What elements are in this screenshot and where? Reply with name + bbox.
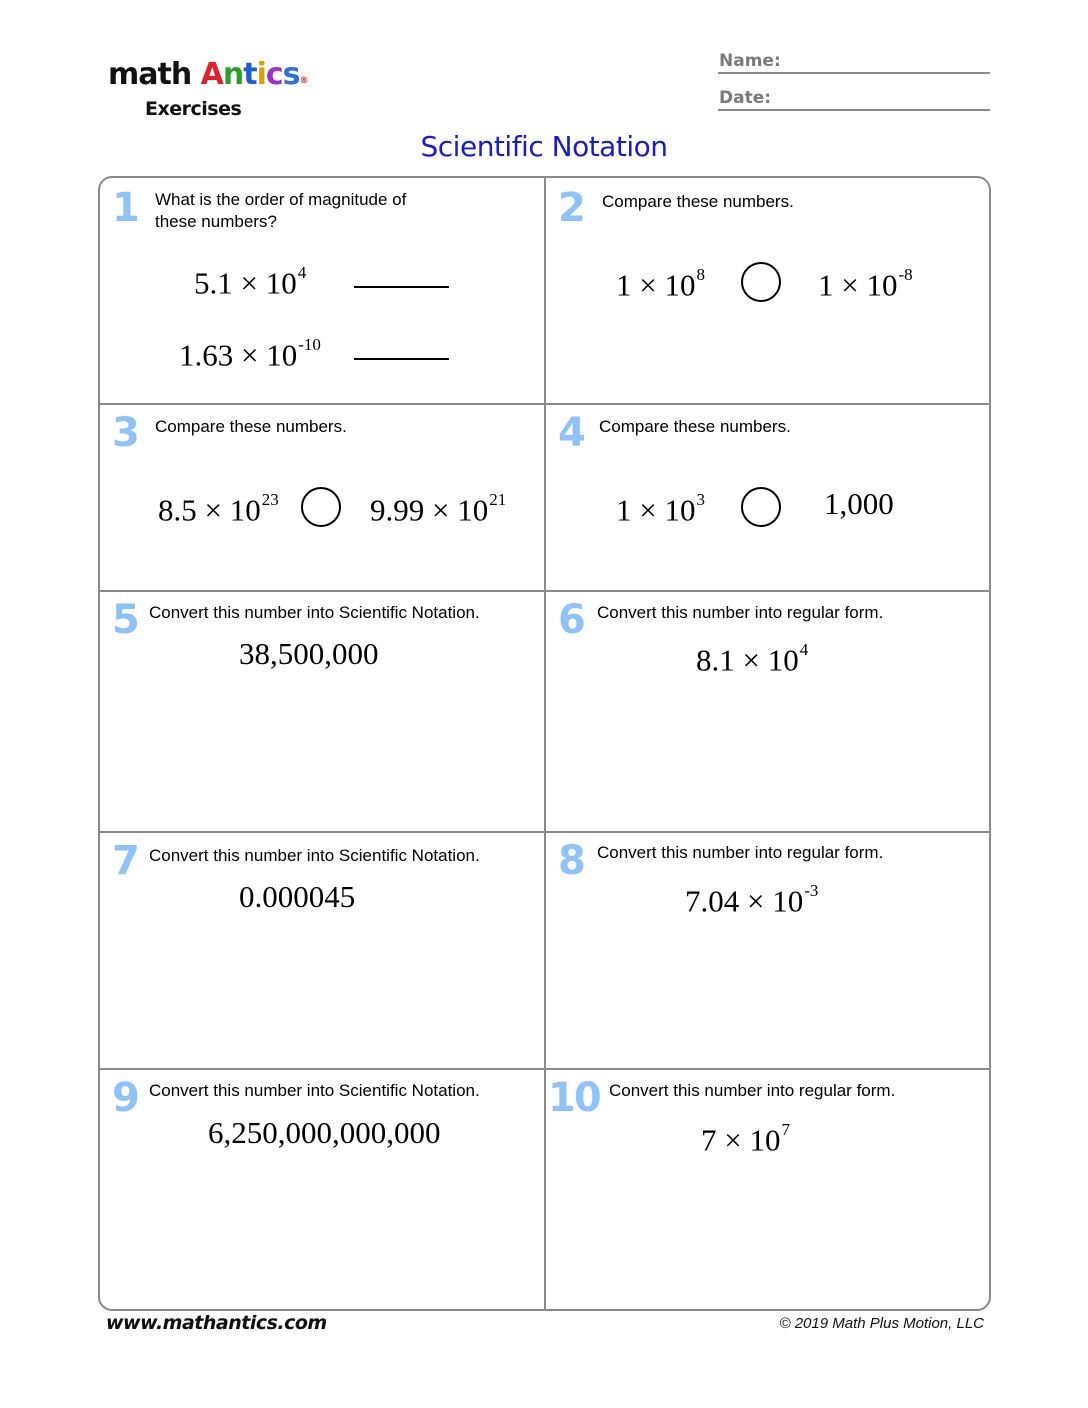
question-number: 3 [112, 410, 138, 456]
date-label: Date: [719, 88, 772, 108]
mantissa: 1.63 × 10 [179, 337, 298, 373]
footer-copyright: © 2019 Math Plus Motion, LLC [779, 1315, 984, 1332]
exponent: 23 [261, 490, 279, 509]
date-field[interactable] [718, 85, 990, 111]
exponent: 21 [489, 490, 507, 509]
comparison-circle[interactable] [741, 262, 781, 302]
mantissa: 8.5 × 10 [158, 492, 261, 528]
mantissa: 1 × 10 [818, 267, 898, 303]
math-value: 6,250,000,000,000 [208, 1115, 441, 1150]
exponent: 8 [696, 265, 705, 284]
exponent: 3 [696, 490, 705, 509]
question-6 [544, 590, 991, 832]
logo-word-math: math [108, 57, 192, 92]
math-expression-left [616, 261, 705, 303]
question-1 [100, 178, 545, 404]
question-3 [100, 403, 545, 591]
logo-letter: t [243, 57, 257, 92]
mantissa: 1 × 10 [616, 267, 696, 303]
comparison-circle[interactable] [301, 487, 341, 527]
logo-letter: s [282, 57, 300, 92]
question-10 [544, 1068, 991, 1311]
page-title: Scientific Notation [420, 130, 668, 163]
math-value: 0.000045 [239, 879, 356, 914]
question-prompt: Compare these numbers. [155, 417, 347, 436]
footer-website-link[interactable]: www.mathantics.com [106, 1312, 327, 1334]
mantissa: 5.1 × 10 [194, 265, 297, 301]
mantissa: 7.04 × 10 [685, 883, 804, 919]
math-expression [179, 331, 321, 373]
question-prompt: Convert this number into regular form. [597, 603, 884, 622]
logo-letter: n [222, 57, 244, 92]
question-number: 5 [112, 597, 138, 643]
exponent: -10 [298, 335, 321, 354]
question-number: 7 [112, 838, 138, 884]
question-2 [544, 178, 991, 404]
question-8 [544, 831, 991, 1069]
prompt-line: these numbers? [155, 212, 277, 231]
question-number: 6 [558, 597, 584, 643]
math-expression [696, 636, 808, 678]
logo-letter: i [256, 57, 266, 92]
math-expression [685, 877, 818, 919]
question-4 [544, 403, 991, 591]
math-value-right: 1,000 [824, 486, 894, 521]
question-number: 10 [548, 1075, 600, 1121]
question-prompt: Convert this number into regular form. [597, 843, 884, 862]
exponent: -8 [898, 265, 913, 284]
question-number: 1 [112, 185, 138, 231]
question-prompt: Compare these numbers. [602, 192, 794, 211]
logo-subtitle: Exercises [145, 98, 242, 120]
math-expression-left [158, 486, 279, 528]
question-7 [100, 831, 545, 1069]
question-5 [100, 590, 545, 832]
question-number: 2 [558, 185, 584, 231]
math-value: 38,500,000 [239, 636, 379, 671]
exponent: -3 [804, 881, 819, 900]
question-prompt [155, 189, 406, 233]
mantissa: 1 × 10 [616, 492, 696, 528]
prompt-line: What is the order of magnitude of [155, 190, 407, 209]
logo-letter: c [265, 57, 283, 92]
exponent: 4 [799, 640, 809, 659]
logo-letter: A [200, 57, 223, 92]
math-expression [701, 1116, 790, 1158]
question-prompt: Convert this number into regular form. [609, 1081, 896, 1100]
exponent: 4 [297, 263, 307, 282]
mantissa: 8.1 × 10 [696, 642, 799, 678]
question-prompt: Convert this number into Scientific Notation. [149, 846, 480, 865]
question-prompt: Compare these numbers. [599, 417, 791, 436]
name-field[interactable] [718, 48, 990, 74]
mantissa: 7 × 10 [701, 1122, 781, 1158]
registered-mark: ® [299, 76, 308, 86]
math-antics-logo [108, 58, 308, 128]
name-label: Name: [719, 51, 781, 71]
question-number: 9 [112, 1075, 138, 1121]
question-prompt: Convert this number into Scientific Notation. [149, 1081, 480, 1100]
question-9 [100, 1068, 545, 1311]
math-expression-right [818, 261, 913, 303]
question-number: 8 [558, 838, 584, 884]
exponent: 7 [781, 1120, 790, 1139]
exercise-grid [98, 176, 991, 1311]
question-number: 4 [558, 410, 584, 456]
mantissa: 9.99 × 10 [370, 492, 489, 528]
math-expression [194, 259, 306, 301]
answer-blank[interactable] [354, 358, 449, 360]
math-expression-right [370, 486, 506, 528]
logo-wordmark [108, 58, 308, 92]
question-prompt: Convert this number into Scientific Notation. [149, 603, 480, 622]
answer-blank[interactable] [354, 286, 449, 288]
math-expression-left [616, 486, 705, 528]
comparison-circle[interactable] [741, 487, 781, 527]
